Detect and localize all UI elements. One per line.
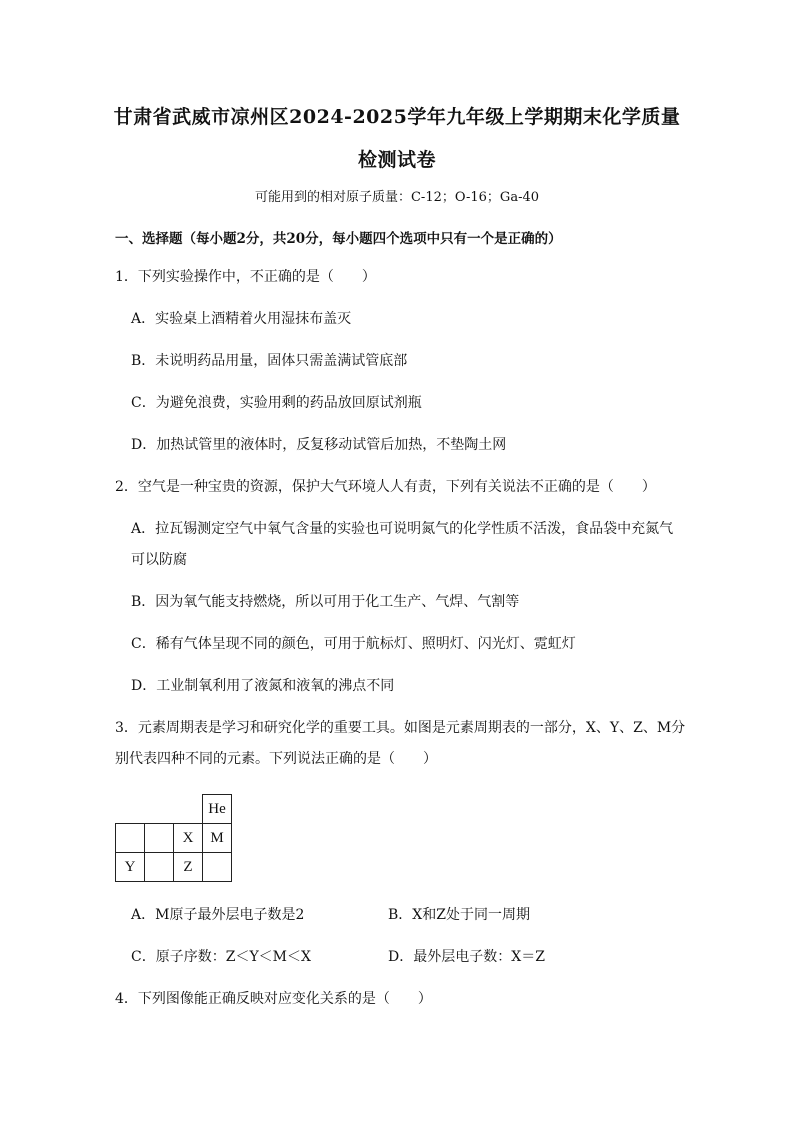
question-1-option-b: B．未说明药品用量，固体只需盖满试管底部: [131, 353, 408, 369]
question-1-option-c: C．为避免浪费，实验用剩的药品放回原试剂瓶: [131, 395, 422, 411]
element-cell-x: X: [174, 824, 203, 853]
element-cell-y: Y: [116, 853, 145, 882]
table-cell: [116, 824, 145, 853]
question-2-option-a-cont: 可以防腐: [131, 552, 187, 568]
question-1-stem: 1．下列实验操作中，不正确的是（ ）: [115, 269, 376, 285]
element-cell-he: He: [203, 795, 232, 824]
table-cell: [145, 824, 174, 853]
question-2-option-c: C．稀有气体呈现不同的颜色，可用于航标灯、照明灯、闪光灯、霓虹灯: [131, 636, 576, 652]
question-2-option-d: D．工业制氧利用了液氮和液氧的沸点不同: [131, 678, 395, 694]
question-3-option-a: A．M原子最外层电子数是2: [131, 907, 305, 923]
question-3-option-c: C．原子序数：Z＜Y＜M＜X: [131, 949, 311, 965]
table-cell: [145, 853, 174, 882]
table-cell: [174, 795, 203, 824]
question-1-option-d: D．加热试管里的液体时，反复移动试管后加热，不垫陶土网: [131, 437, 507, 453]
table-cell: [116, 795, 145, 824]
question-3-stem-line1: 3．元素周期表是学习和研究化学的重要工具。如图是元素周期表的一部分，X、Y、Z、M分: [115, 720, 686, 736]
section-heading-choice: 一、选择题（每小题2分，共20分，每小题四个选项中只有一个是正确的）: [115, 231, 562, 247]
periodic-table-fragment: [115, 794, 232, 882]
question-2-option-a: A．拉瓦锡测定空气中氧气含量的实验也可说明氮气的化学性质不活泼，食品袋中充氮气: [131, 521, 674, 537]
element-cell-m: M: [203, 824, 232, 853]
table-cell: [145, 795, 174, 824]
exam-title-line2: 检测试卷: [357, 149, 436, 171]
question-2-stem: 2．空气是一种宝贵的资源，保护大气环境人人有责，下列有关说法不正确的是（ ）: [115, 479, 656, 495]
periodic-table-row-3: [116, 853, 232, 882]
atomic-mass-note: 可能用到的相对原子质量：C-12；O-16；Ga-40: [254, 190, 540, 205]
question-3-stem-line2: 别代表四种不同的元素。下列说法正确的是（ ）: [115, 751, 437, 767]
question-1-option-a: A．实验桌上酒精着火用湿抹布盖灭: [131, 311, 352, 327]
periodic-table-row-1: [116, 795, 232, 824]
question-3-option-d: D．最外层电子数：X＝Z: [388, 949, 545, 965]
periodic-table-row-2: [116, 824, 232, 853]
element-cell-z: Z: [174, 853, 203, 882]
table-cell: [203, 853, 232, 882]
exam-title-line1: 甘肃省武威市凉州区2024-2025学年九年级上学期期末化学质量: [113, 106, 681, 128]
question-2-option-b: B．因为氧气能支持燃烧，所以可用于化工生产、气焊、气割等: [131, 594, 520, 610]
question-4-stem: 4．下列图像能正确反映对应变化关系的是（ ）: [115, 991, 432, 1007]
question-3-option-b: B．X和Z处于同一周期: [388, 907, 530, 923]
